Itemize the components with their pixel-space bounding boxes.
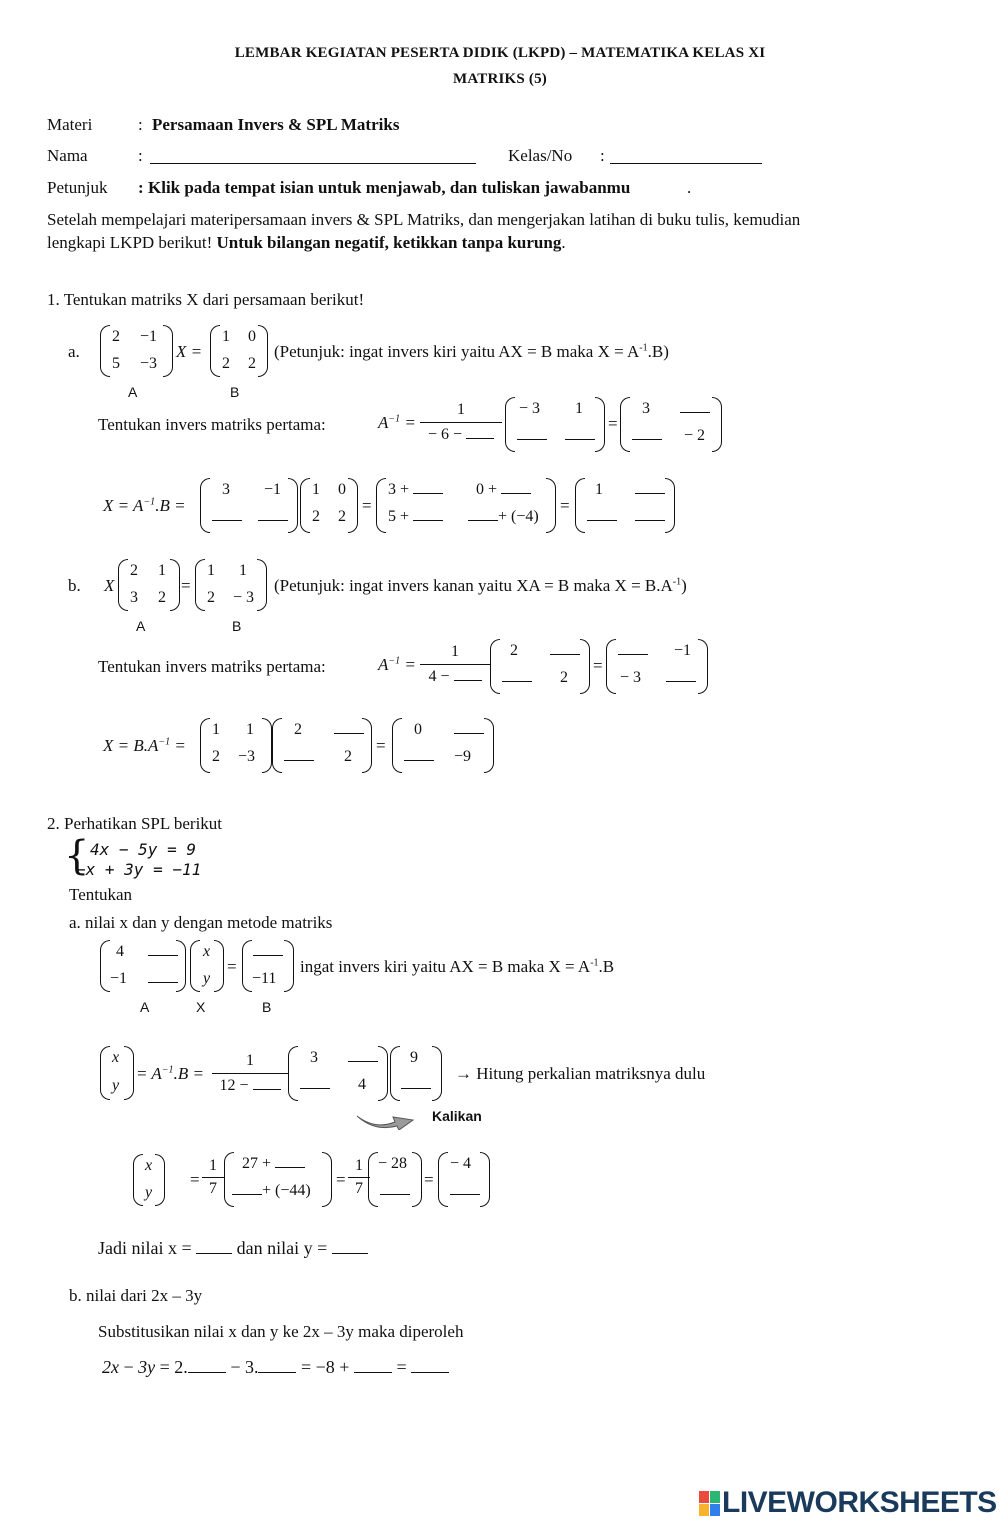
q1a-exp-blank-1[interactable] bbox=[413, 481, 443, 494]
q1a-label: a. bbox=[68, 342, 80, 361]
q2a-hint bbox=[300, 957, 614, 977]
q2a-hint-sup: -1 bbox=[590, 957, 599, 969]
q1b-mult-ainv: 2 2 bbox=[272, 718, 372, 773]
q2a-jadi-text-b: dan nilai y = bbox=[232, 1238, 332, 1258]
q1a-inv-blank-c[interactable] bbox=[517, 427, 547, 440]
q2b-blank-2[interactable] bbox=[258, 1358, 296, 1373]
intro-line2-bold: Untuk bilangan negatif, ketikkan tanpa kurung bbox=[216, 233, 562, 252]
q2a-jadi-text-a: Jadi nilai x = bbox=[98, 1238, 197, 1258]
q1a-x-formula: $X = A^{-1}.B$ = bbox=[103, 496, 186, 515]
q1b-hint-end: ) bbox=[681, 576, 687, 595]
nama-colon: : bbox=[138, 146, 143, 165]
q1a-inv-blank-d[interactable] bbox=[565, 427, 595, 440]
q2a-xy-vector-2: x y bbox=[133, 1154, 165, 1206]
q1b-x-formula: $X = B.A^{-1}$ = bbox=[103, 736, 186, 755]
q2-eq2: −x + 3y = −11 bbox=[76, 860, 202, 879]
q1a-inv-fraction: $\frac{1}{- 6 -}$ bbox=[420, 401, 502, 444]
q1a-invres-blank-b[interactable] bbox=[680, 400, 710, 413]
q1b-invres-blank-d[interactable] bbox=[666, 669, 696, 682]
q1b-mult-result: 0 −9 bbox=[392, 718, 494, 773]
nama-label: Nama bbox=[47, 146, 88, 165]
q1a-mult-blank-c[interactable] bbox=[212, 508, 242, 521]
q1a-x-eq: X = bbox=[176, 342, 203, 361]
q2b-text: b. nilai dari 2x – 3y bbox=[69, 1286, 203, 1305]
q2a-b-blank[interactable] bbox=[253, 943, 283, 956]
q1a-invres-blank-c[interactable] bbox=[632, 427, 662, 440]
q2a-res-eq1: = bbox=[190, 1170, 200, 1189]
q2b-expression: 2x − 3y = 2. − 3. = −8 + = bbox=[102, 1357, 449, 1378]
q1b-inv-den-blank[interactable] bbox=[454, 668, 482, 681]
q2a-adj-matrix: 3 4 bbox=[288, 1046, 388, 1101]
q1a-exp-blank-3[interactable] bbox=[413, 508, 443, 521]
kelas-colon: : bbox=[600, 146, 605, 165]
q1a-exp-blank-2[interactable] bbox=[501, 481, 531, 494]
kelas-label: Kelas/No bbox=[508, 146, 573, 165]
q1b-ainv: $A^{-1}$ = bbox=[378, 655, 416, 674]
q1b-hint-text: (Petunjuk: ingat invers kanan yaitu XA = B maka X = B.A bbox=[274, 576, 673, 595]
q2a-hint-end: .B bbox=[598, 957, 615, 976]
q2a-text: a. nilai x dan y dengan metode matriks bbox=[69, 913, 333, 932]
q1a-res-blank-d[interactable] bbox=[635, 508, 665, 521]
petunjuk-colon: : bbox=[138, 178, 144, 197]
intro-line1: Setelah mempelajari materipersamaan invers & SPL Matriks, dan mengerjakan latihan di buku tulis, kemudian bbox=[47, 210, 801, 229]
q2a-y-answer[interactable] bbox=[332, 1239, 368, 1254]
materi-value: Persamaan Invers & SPL Matriks bbox=[152, 115, 400, 134]
q2a-a-blank-d[interactable] bbox=[148, 970, 178, 983]
q1b-hint-sup: -1 bbox=[672, 576, 682, 588]
q2a-res-blank-2[interactable] bbox=[232, 1182, 262, 1195]
q2a-final-blank[interactable] bbox=[450, 1182, 480, 1195]
q2a-den-blank[interactable] bbox=[253, 1077, 281, 1090]
q2a-jadi bbox=[98, 1238, 368, 1259]
q2a-fraction: $\frac{1}{12 -}$ bbox=[212, 1052, 288, 1095]
q1a-inv-den-blank[interactable] bbox=[466, 426, 494, 439]
q1b-label-a: A bbox=[136, 618, 146, 634]
petunjuk-period: . bbox=[687, 178, 692, 197]
q2a-arrow-text: → Hitung perkalian matriksnya dulu bbox=[455, 1064, 706, 1083]
q2-tentukan: Tentukan bbox=[69, 885, 133, 904]
q1b-invres-blank-a[interactable] bbox=[618, 642, 648, 655]
q2-system-brace: { bbox=[64, 833, 90, 879]
q1a-hint-text: (Petunjuk: ingat invers kiri yaitu AX = B maka X = A bbox=[274, 342, 640, 361]
q2a-a-blank-b[interactable] bbox=[148, 943, 178, 956]
materi-colon: : bbox=[138, 115, 143, 134]
curved-arrow-icon bbox=[355, 1108, 425, 1130]
q1-title: 1. Tentukan matriks X dari persamaan berikut! bbox=[47, 290, 365, 309]
q2a-res-blank-1[interactable] bbox=[275, 1155, 305, 1168]
q1a-inv-result: 3 − 2 bbox=[620, 397, 722, 452]
q1b-inv-fraction: $\frac{1}{4 -}$ bbox=[420, 643, 490, 686]
petunjuk-label: Petunjuk bbox=[47, 178, 108, 197]
q2b-subst: Substitusikan nilai x dan y ke 2x – 3y maka diperoleh bbox=[98, 1322, 464, 1341]
q2a-res-frac-1: $\frac{1}{7}$ bbox=[202, 1157, 224, 1198]
q2a-res-eq3: = bbox=[424, 1170, 434, 1189]
q1b-mult-eq: = bbox=[376, 736, 386, 755]
q1b-matrix-a: 2 1 3 2 bbox=[118, 559, 180, 611]
q2a-matrix-x: x y bbox=[190, 940, 224, 992]
q2a-res-frac-2: $\frac{1}{7}$ bbox=[348, 1157, 370, 1198]
q2a-label-b: B bbox=[262, 999, 272, 1015]
kalikan-label: Kalikan bbox=[432, 1108, 482, 1124]
petunjuk-value: Klik pada tempat isian untuk menjawab, dan tuliskan jawabanmu bbox=[148, 178, 631, 197]
q1a-mult-blank-d[interactable] bbox=[258, 508, 288, 521]
q1a-ainv: $A^{-1}$ = bbox=[378, 413, 416, 432]
q1a-matrix-a: 2 −1 5 −3 bbox=[100, 325, 173, 377]
q1b-mult-blank-b[interactable] bbox=[334, 721, 364, 734]
q1b-inv-blank-b[interactable] bbox=[550, 642, 580, 655]
q2b-blank-4[interactable] bbox=[411, 1358, 449, 1373]
intro-line2-text: lengkapi LKPD berikut! bbox=[47, 233, 213, 252]
q2a-label-x: X bbox=[196, 999, 206, 1015]
q1b-label: b. bbox=[68, 576, 81, 595]
q1a-mult-expanded: 3 + 0 + 5 + + (−4) bbox=[376, 478, 556, 533]
q2a-x-answer[interactable] bbox=[196, 1239, 232, 1254]
header-title-line1: LEMBAR KEGIATAN PESERTA DIDIK (LKPD) – MATEMATIKA KELAS XI bbox=[234, 45, 766, 61]
q2a-xy-vector: x y bbox=[100, 1046, 134, 1100]
q1a-label-a: A bbox=[128, 384, 138, 400]
q2a-ainv-b: = $A^{-1}.B$ = bbox=[136, 1064, 204, 1083]
q1a-hint bbox=[274, 342, 669, 362]
q1b-res-blank-c[interactable] bbox=[404, 748, 434, 761]
q1a-hint-sup: -1 bbox=[639, 342, 648, 354]
q1b-x: X bbox=[104, 576, 115, 595]
q1a-res-blank-c[interactable] bbox=[587, 508, 617, 521]
q2a-label-a: A bbox=[140, 999, 150, 1015]
q1b-eq: = bbox=[181, 576, 191, 595]
q1b-inv-blank-c[interactable] bbox=[502, 669, 532, 682]
q2a-mid-blank[interactable] bbox=[380, 1182, 410, 1195]
q2a-matrix-a: 4 −1 bbox=[100, 940, 186, 992]
nama-input[interactable] bbox=[150, 149, 476, 164]
q2a-adj-blank-b[interactable] bbox=[348, 1049, 378, 1062]
q2a-matrix-b: −11 bbox=[242, 940, 294, 992]
liveworksheets-logo-icon bbox=[699, 1491, 721, 1517]
q2a-eq: = bbox=[227, 957, 237, 976]
q1a-inv-text: Tentukan invers matriks pertama: bbox=[98, 415, 326, 434]
q1b-inv-result: −1 − 3 bbox=[606, 639, 708, 694]
q1a-inv-matrix: − 3 1 bbox=[505, 397, 605, 452]
q1b-inv-text: Tentukan invers matriks pertama: bbox=[98, 657, 326, 676]
q2a-res-expanded: 27 + + (−44) bbox=[224, 1152, 332, 1207]
q1a-exp-blank-4[interactable] bbox=[468, 508, 498, 521]
q1b-inv-matrix: 2 2 bbox=[490, 639, 590, 694]
q2a-b-vector: 9 bbox=[390, 1046, 442, 1101]
q1b-res-blank-b[interactable] bbox=[454, 721, 484, 734]
q2b-blank-3[interactable] bbox=[354, 1358, 392, 1373]
q1a-res-blank-b[interactable] bbox=[635, 481, 665, 494]
q1b-matrix-b: 1 1 2 − 3 bbox=[195, 559, 267, 611]
q1b-inv-eq: = bbox=[593, 656, 603, 675]
q2a-res-mid: − 28 bbox=[368, 1152, 422, 1207]
q1b-mult-blank-c[interactable] bbox=[284, 748, 314, 761]
q2a-adj-blank-c[interactable] bbox=[300, 1076, 330, 1089]
materi-label: Materi bbox=[47, 115, 93, 134]
q2a-res-final: − 4 bbox=[438, 1152, 490, 1207]
q1a-mult-eq2: = bbox=[560, 496, 570, 515]
q1b-label-b: B bbox=[232, 618, 242, 634]
q1b-mult-b: 1 1 2 −3 bbox=[200, 718, 272, 773]
q1a-hint-end: .B) bbox=[647, 342, 669, 361]
q2a-hint-text: ingat invers kiri yaitu AX = B maka X = A bbox=[300, 957, 591, 976]
intro-line2: lengkapi LKPD berikut! Untuk bilangan negatif, ketikkan tanpa kurung. bbox=[47, 233, 566, 252]
q2a-res-eq2: = bbox=[336, 1170, 346, 1189]
q2-title: 2. Perhatikan SPL berikut bbox=[47, 814, 223, 833]
q1a-mult-ainv: 3 −1 bbox=[200, 478, 298, 533]
q2a-bvec-blank[interactable] bbox=[401, 1076, 431, 1089]
q1a-mult-b: 1 0 2 2 bbox=[300, 478, 358, 533]
q1b-hint bbox=[274, 576, 687, 596]
q1a-mult-eq1: = bbox=[362, 496, 372, 515]
kelas-input[interactable] bbox=[610, 149, 762, 164]
q1a-inv-eq: = bbox=[608, 414, 618, 433]
q2-eq1: 4x − 5y = 9 bbox=[90, 840, 196, 859]
q2b-blank-1[interactable] bbox=[188, 1358, 226, 1373]
q1a-mult-result: 1 bbox=[575, 478, 675, 533]
q1a-label-b: B bbox=[230, 384, 240, 400]
q1a-matrix-b: 1 0 2 2 bbox=[210, 325, 268, 377]
header-title-line2: MATRIKS (5) bbox=[452, 71, 547, 87]
liveworksheets-logo: LIVEWORKSHEETS bbox=[722, 1486, 997, 1519]
